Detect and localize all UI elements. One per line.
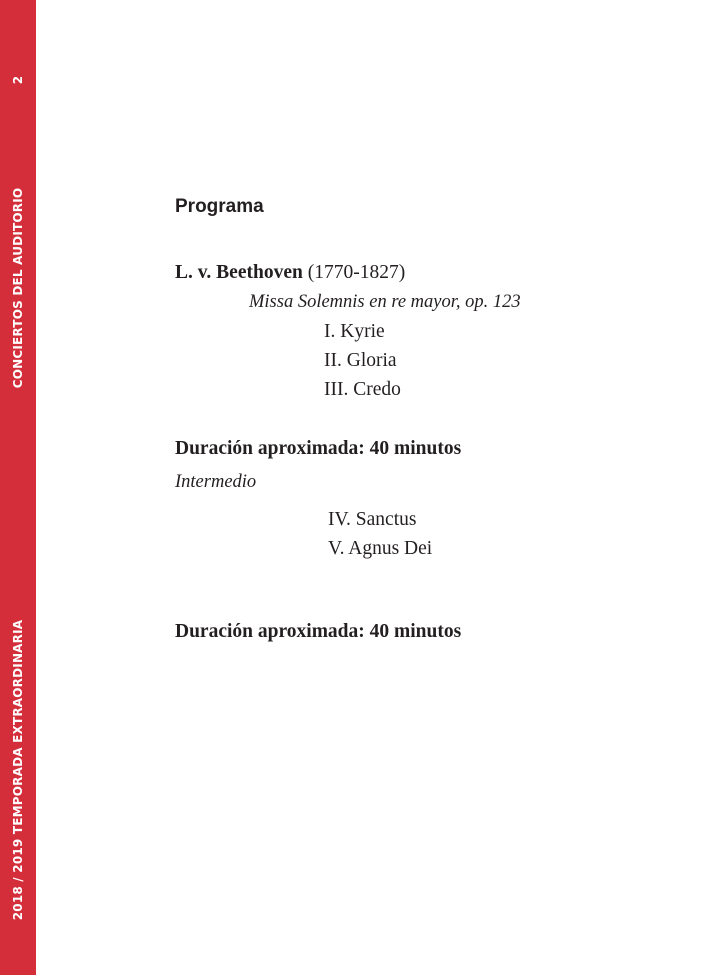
intermission-label: Intermedio bbox=[175, 472, 257, 492]
composer-name: L. v. Beethoven bbox=[175, 262, 303, 283]
composer-line bbox=[175, 262, 405, 284]
series-title: CONCIERTOS DEL AUDITORIO bbox=[11, 187, 25, 389]
duration-first-part: Duración aproximada: 40 minutos bbox=[175, 438, 462, 459]
movement-item: II. Gloria bbox=[324, 350, 397, 371]
season-title: 2018 / 2019 TEMPORADA EXTRAORDINARIA bbox=[11, 619, 25, 921]
composer-dates: (1770-1827) bbox=[307, 262, 406, 283]
work-title: Missa Solemnis en re mayor, op. 123 bbox=[249, 292, 521, 312]
movement-item: IV. Sanctus bbox=[328, 509, 417, 530]
movement-item: I. Kyrie bbox=[324, 321, 385, 342]
sidebar-band bbox=[0, 0, 36, 975]
movement-item: III. Credo bbox=[324, 379, 401, 400]
page-number: 2 bbox=[11, 75, 25, 85]
page-title: Programa bbox=[175, 196, 264, 217]
duration-second-part: Duración aproximada: 40 minutos bbox=[175, 621, 462, 642]
movement-item: V. Agnus Dei bbox=[328, 538, 433, 559]
